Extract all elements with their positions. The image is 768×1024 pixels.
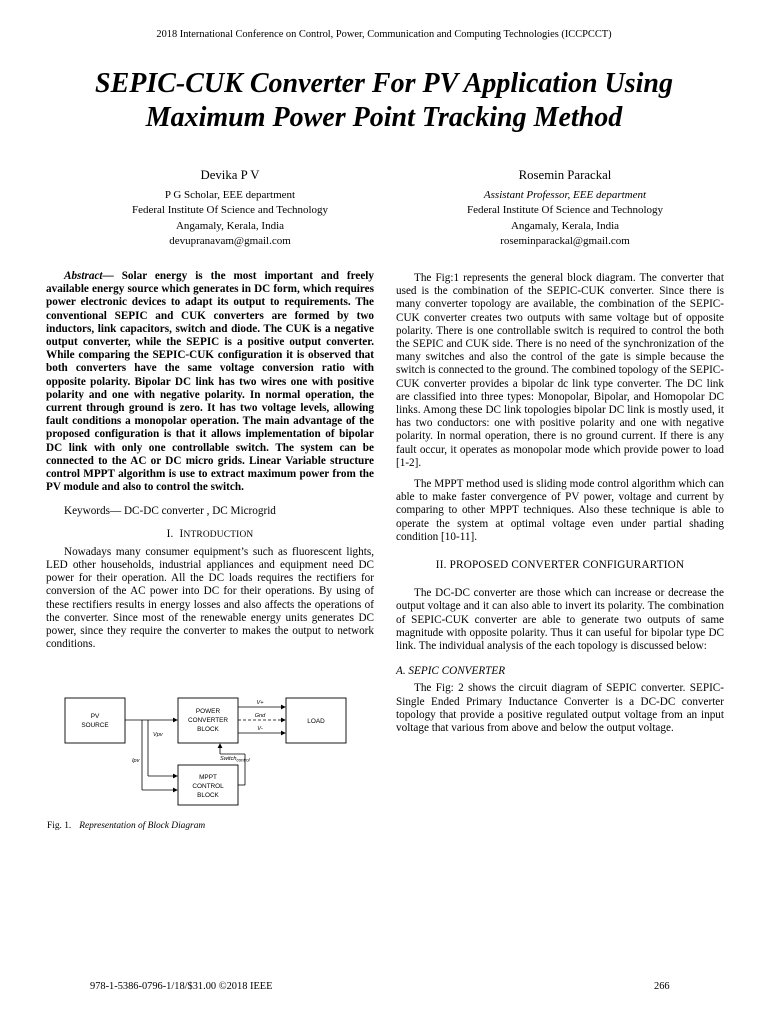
author-location: Angamaly, Kerala, India [510, 219, 620, 232]
author-role: P G Scholar, EEE department [164, 189, 296, 202]
gnd-label: Gnd [254, 713, 266, 719]
caption-number: Fig. 1. [47, 821, 72, 831]
right-paragraph-1: The Fig:1 represents the general block diagram. The converter that used is the combination of the SEPIC-CUK converter. Since there is many converter topology are available, the combination of the SEPIC-CUK converter creates two outputs with same voltage but of opposite polarity. There is one controllable switch is required to control the both the SEPIC and CUK side. There is no need of the synchronization of the many switches and also the control of the gate is simple because the switch is connected to the ground. The combined topology of the SEPIC-CUK converter provides a bipolar dc link type converter. The DC link are classified into three types: Monopolar, Bipolar, and Homopolar DC links. Among these DC link topologies bipolar DC link is mostly used, it has two conductors: one with positive polarity and one with negative polarity. In normal operation, there is no ground current. If there is any fault occur, it operates as monopolar mode which provide power to load [1-2]. [396, 272, 724, 469]
title-line-2: Maximum Power Point Tracking Method [145, 102, 623, 133]
paper-title [30, 67, 738, 135]
keywords: Keywords— DC-DC converter , DC Microgrid [64, 505, 276, 518]
author-name: Rosemin Parackal [518, 168, 612, 182]
pcb-label-3: BLOCK [197, 726, 219, 733]
abstract-text: — Solar energy is the most important and freely available energy source which generates in DC form, which requires power electronic devices to adapt its output to requirements. The conventional SEPIC and CUK converters are formed by two inductors, link capacitors, switch and diode. The CUK is a negative output converter, while the SEPIC is a positive output converter. While comparing the SEPIC-CUK configuration it is observed that both converters have the same voltage conversion ratio with opposite polarity. Bipolar DC link has two wires one with positive polarity and one with negative polarity. In normal operation, the current through ground is zero. It has two voltage levels, allowing fault conditions a monopolar operation. The main advantage of the proposed configuration is that it allows implementation of bipolar DC link with only one controllable switch. The system can be connected to the AC or DC micro grids. Linear Variable structure control MPPT algorithm is use to extract maximum power from the PV module and also to control the switch. [46, 270, 374, 494]
title-line-1: SEPIC-CUK Converter For PV Application Using [95, 68, 673, 99]
right-paragraph-2: The MPPT method used is sliding mode control algorithm which can able to make faster convergence of PV power, voltage and current by comparing to other MPPT techniques. Also these technique is able to operate the system at optimal voltage even under partial shading condition [10-11]. [396, 478, 724, 543]
section-heading-proposed: II. PROPOSED CONVERTER CONFIGURARTION [435, 559, 685, 572]
right-column [396, 272, 724, 735]
pv-source-block [65, 698, 125, 743]
vminus-label: V- [257, 726, 263, 732]
block-diagram-figure [60, 692, 356, 809]
author-email[interactable]: devupranavam@gmail.com [169, 234, 291, 247]
pcb-label-1: POWER [195, 708, 221, 715]
mppt-label-2: CONTROL [192, 783, 224, 790]
author-email[interactable]: roseminparackal@gmail.com [500, 234, 630, 247]
load-label: LOAD [307, 718, 325, 725]
author-block-1 [80, 168, 380, 249]
mppt-label-3: BLOCK [197, 792, 219, 799]
switch-label: Switch$_{control}$ [220, 756, 250, 763]
caption-text: Representation of Block Diagram [79, 821, 206, 831]
left-column [46, 270, 374, 651]
right-paragraph-4: The Fig: 2 shows the circuit diagram of SEPIC converter. SEPIC-Single Ended Primary Inductance Converter is a DC-DC converter topology that provide a positive regulated output voltage from an input voltage that various from above and below the output voltage. [396, 682, 724, 735]
author-role: Assistant Professor, EEE department [483, 189, 647, 202]
author-institution: Federal Institute Of Science and Technology [466, 204, 664, 217]
page-number: 266 [654, 981, 670, 992]
introduction-paragraph: Nowadays many consumer equipment’s such as fluorescent lights, LED other households, industrial appliances and equipment need DC power for their operation. All the DC loads requires the rectifiers for conversion of the AC power into DC for their operations. By using of these rectifiers results in energy losses and also affects the operations of the converter. Since most of the renewable energy units generates DC power, since they require the converter to makes the output to network conditions. [46, 545, 374, 651]
block-diagram-svg [60, 692, 356, 809]
author-name: Devika P V [200, 168, 260, 182]
ipv-label: Ipv [132, 758, 140, 764]
right-paragraph-3: The DC-DC converter are those which can increase or decrease the output voltage and it can also able to invert its polarity. The combination of SEPIC-CUK converter are able to generate two outputs of same magnitude with opposite polarity. Thus it can useful for bipolar type DC link. The individual analysis of the each topology is discussed below: [396, 587, 724, 653]
vplus-label: V+ [256, 700, 264, 706]
mppt-label-1: MPPT [199, 774, 217, 781]
source-label: SOURCE [81, 722, 109, 729]
section-heading-introduction: I. INTRODUCTION [166, 527, 254, 540]
author-block-2 [415, 168, 715, 249]
pv-label: PV [90, 713, 100, 720]
abstract-label: Abstract [64, 270, 103, 282]
author-location: Angamaly, Kerala, India [175, 219, 285, 232]
subsection-heading-sepic: A. SEPIC CONVERTER [396, 665, 506, 678]
vpv-label: Vpv [153, 732, 163, 738]
figure-caption [47, 821, 205, 831]
conference-header: 2018 International Conference on Control, Power, Communication and Computing Technologies (ICCPCCT) [156, 29, 612, 40]
author-institution: Federal Institute Of Science and Technology [131, 204, 329, 217]
abstract [46, 270, 374, 494]
copyright-footer: 978-1-5386-0796-1/18/$31.00 ©2018 IEEE [90, 981, 273, 992]
pcb-label-2: CONVERTER [187, 717, 229, 724]
